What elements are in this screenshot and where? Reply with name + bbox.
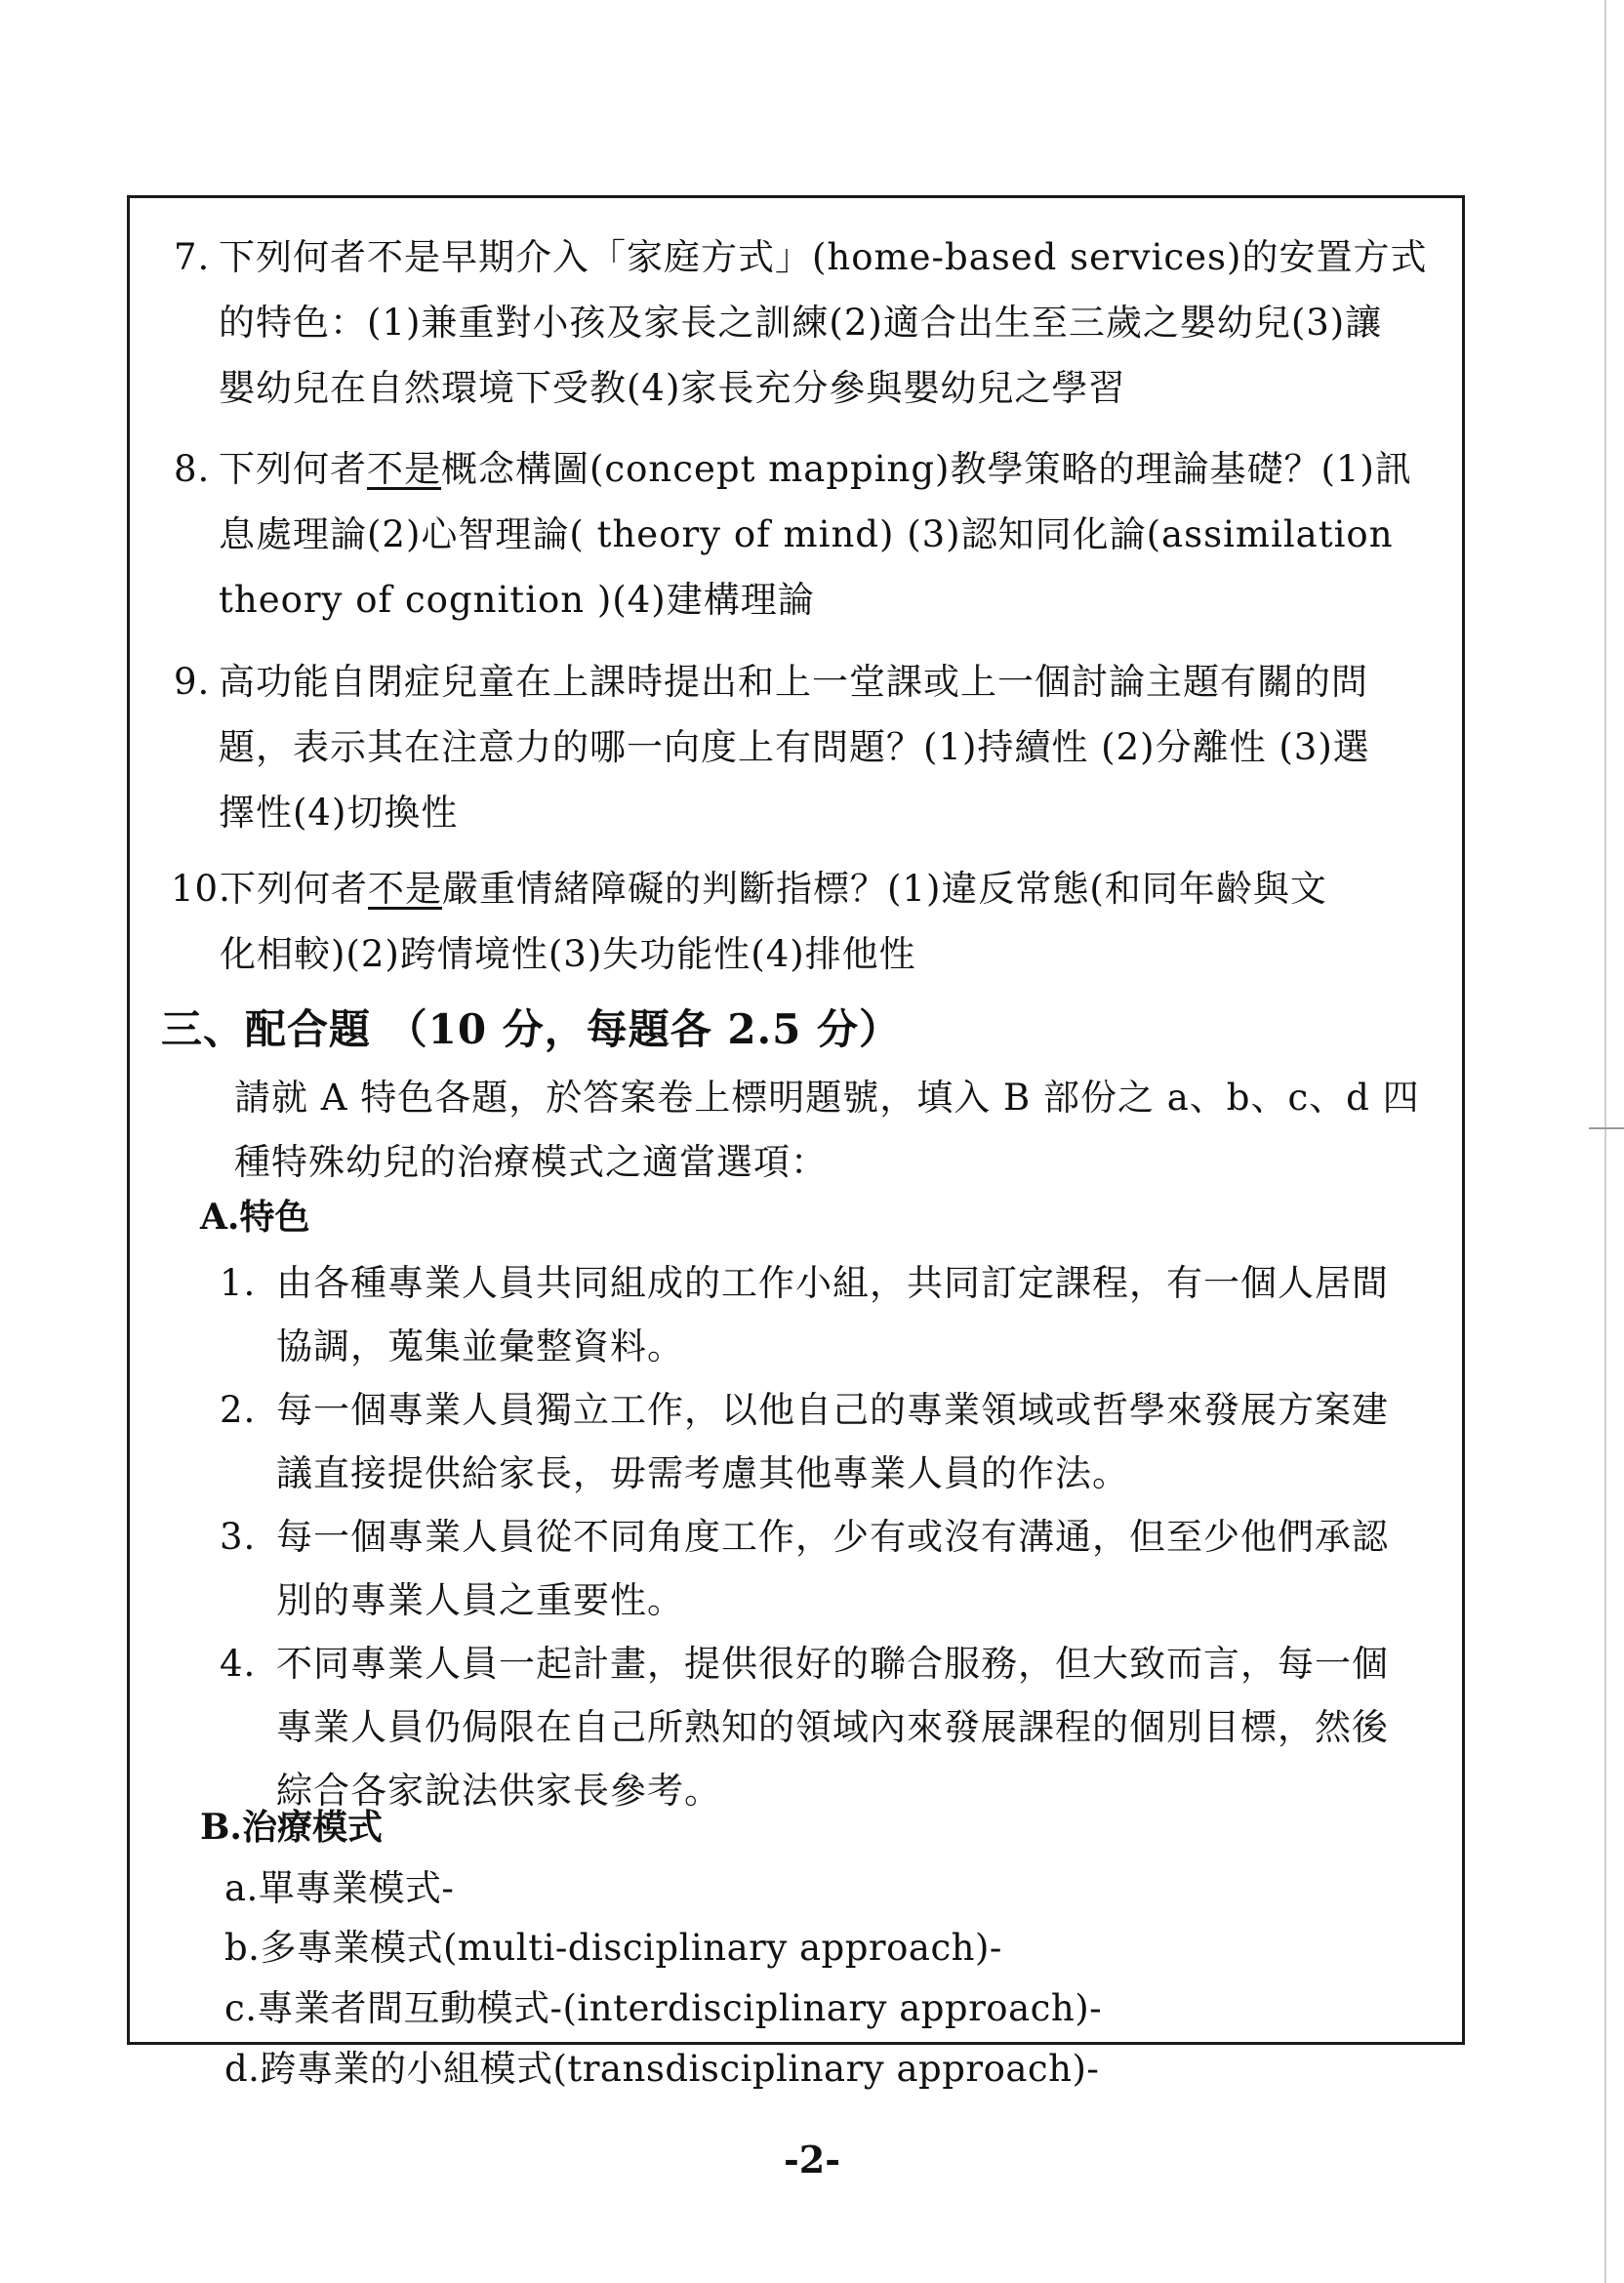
underlined-emphasis: 不是 bbox=[367, 448, 441, 490]
question-number: 9. bbox=[174, 661, 211, 703]
question-9 bbox=[174, 649, 1370, 845]
part-a-heading: A.特色 bbox=[200, 1197, 310, 1238]
feature-text-line: 不同專業人員一起計畫，提供很好的聯合服務，但大致而言，每一個 bbox=[276, 1643, 1389, 1685]
scan-edge-line bbox=[1604, 0, 1606, 2283]
feature-number: 1. bbox=[220, 1262, 257, 1304]
text-segment: 下列何者 bbox=[220, 868, 368, 910]
question-number: 8. bbox=[174, 448, 211, 490]
question-text-line bbox=[171, 856, 1327, 921]
feature-text-line: 綜合各家說法供家長參考。 bbox=[276, 1770, 721, 1812]
page-number: -2- bbox=[784, 2138, 840, 2181]
feature-item bbox=[220, 1632, 1389, 1822]
question-7 bbox=[174, 224, 1427, 421]
part-b-heading: B.治療模式 bbox=[200, 1807, 383, 1848]
question-8 bbox=[174, 436, 1412, 632]
instruction-line: 請就 A 特色各題，於答案卷上標明題號，填入 B 部份之 a、b、c、d 四 bbox=[234, 1077, 1420, 1119]
text-segment: 嚴重情緒障礙的判斷指標？(1)違反常態(和同年齡與文 bbox=[442, 868, 1327, 910]
question-text-line: 下列何者不是早期介入「家庭方式」(home-based services)的安置方式 bbox=[219, 236, 1428, 278]
section-title: 三、配合題 （10 分，每題各 2.5 分） bbox=[161, 1005, 902, 1053]
treatment-mode-a: a.單專業模式- bbox=[224, 1867, 455, 1909]
feature-item bbox=[220, 1378, 1389, 1505]
section-instruction bbox=[234, 1066, 1420, 1195]
treatment-mode-d: d.跨專業的小組模式(transdisciplinary approach)- bbox=[224, 2048, 1100, 2090]
scan-edge-tick bbox=[1589, 1127, 1624, 1129]
feature-text-line: 每一個專業人員從不同角度工作，少有或沒有溝通，但至少他們承認 bbox=[276, 1516, 1389, 1558]
feature-number: 4. bbox=[220, 1643, 257, 1685]
instruction-line: 種特殊幼兒的治療模式之適當選項： bbox=[234, 1141, 828, 1183]
feature-text-line: 議直接提供給家長，毋需考慮其他專業人員的作法。 bbox=[276, 1452, 1129, 1494]
feature-text-line: 專業人員仍侷限在自己所熟知的領域內來發展課程的個別目標，然後 bbox=[276, 1706, 1389, 1748]
text-segment: 下列何者 bbox=[219, 448, 367, 490]
feature-number: 3. bbox=[220, 1516, 257, 1558]
question-text-line: theory of cognition )(4)建構理論 bbox=[219, 579, 815, 621]
question-text-line: 題，表示其在注意力的哪一向度上有問題？(1)持續性 (2)分離性 (3)選 bbox=[219, 726, 1370, 768]
feature-text-line: 由各種專業人員共同組成的工作小組，共同訂定課程，有一個人居間 bbox=[276, 1262, 1389, 1304]
question-10 bbox=[171, 856, 1327, 987]
feature-item bbox=[220, 1251, 1389, 1378]
feature-text-line: 協調，蒐集並彙整資料。 bbox=[276, 1325, 684, 1367]
underlined-emphasis: 不是 bbox=[368, 868, 442, 910]
question-text-line: 擇性(4)切換性 bbox=[219, 792, 459, 834]
feature-number: 2. bbox=[220, 1389, 257, 1431]
question-text-line: 嬰幼兒在自然環境下受教(4)家長充分參與嬰幼兒之學習 bbox=[219, 367, 1126, 409]
question-text-line: 的特色：(1)兼重對小孩及家長之訓練(2)適合出生至三歲之嬰幼兒(3)讓 bbox=[219, 302, 1383, 344]
question-number: 10. bbox=[171, 868, 231, 910]
treatment-mode-c: c.專業者間互動模式-(interdisciplinary approach)- bbox=[224, 1987, 1103, 2029]
question-text-line: 化相較)(2)跨情境性(3)失功能性(4)排他性 bbox=[220, 933, 916, 975]
question-number: 7. bbox=[174, 236, 211, 278]
feature-text-line: 別的專業人員之重要性。 bbox=[276, 1579, 684, 1621]
text-segment: 概念構圖(concept mapping)教學策略的理論基礎？(1)訊 bbox=[441, 448, 1412, 490]
treatment-mode-b: b.多專業模式(multi-disciplinary approach)- bbox=[224, 1927, 1002, 1969]
feature-item bbox=[220, 1505, 1389, 1632]
question-text-line: 高功能自閉症兒童在上課時提出和上一堂課或上一個討論主題有關的問 bbox=[219, 661, 1368, 703]
question-text-line: 息處理論(2)心智理論( theory of mind) (3)認知同化論(assimilation bbox=[219, 513, 1394, 555]
question-text-line bbox=[174, 436, 1412, 502]
feature-text-line: 每一個專業人員獨立工作，以他自己的專業領域或哲學來發展方案建 bbox=[276, 1389, 1389, 1431]
